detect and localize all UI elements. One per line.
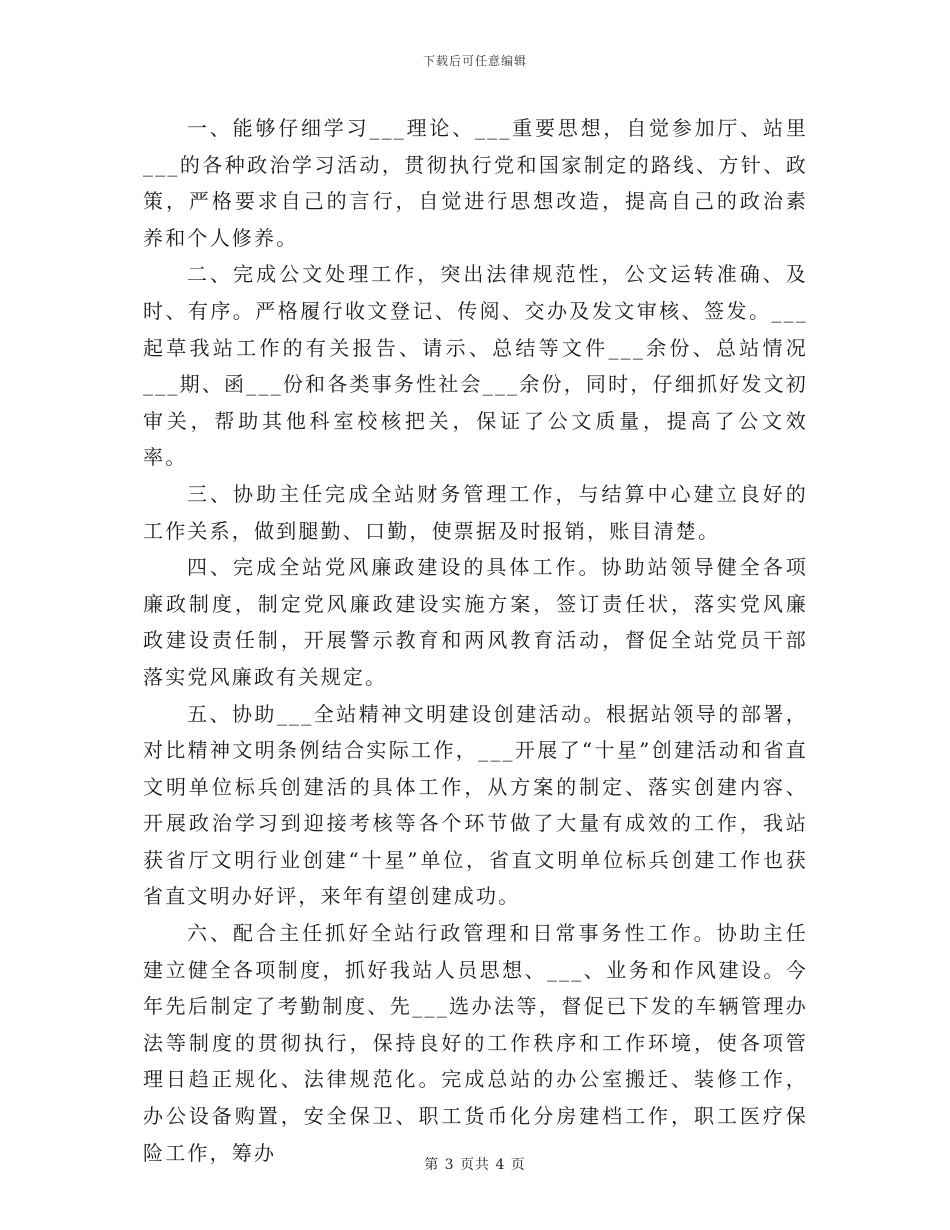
paragraph-1: 一、能够仔细学习___理论、___重要思想，自觉参加厅、站里___的各种政治学习活动，贯彻执行党和国家制定的路线、方针、政策，严格要求自己的言行，自觉进行思想改造，提高自己的政治素养和个人修养。 [143,116,808,250]
document-body [143,110,808,1171]
page-footer: 第 3 页共 4 页 [424,1157,526,1173]
paragraph-3: 三、协助主任完成全站财务管理工作，与结算中心建立良好的工作关系，做到腿勤、口勤，使票据及时报销，账目清楚。 [143,481,808,543]
paragraph-6: 六、配合主任抓好全站行政管理和日常事务性工作。协助主任建立健全各项制度，抓好我站人员思想、___、业务和作风建设。今年先后制定了考勤制度、先___选办法等，督促已下发的车辆管理办法等制度的贯彻执行，保持良好的工作秩序和工作环境，使各项管理日趋正规化、法律规范化。完成总站的办公室搬迁、装修工作，办公设备购置，安全保卫、职工货币化分房建档工作，职工医疗保险工作，筹办 [143,921,808,1165]
page-header: 下载后可任意编辑 [422,54,527,68]
paragraph-4: 四、完成全站党风廉政建设的具体工作。协助站领导健全各项廉政制度，制定党风廉政建设实施方案，签订责任状，落实党风廉政建设责任制，开展警示教育和两风教育活动，督促全站党员干部落实党风廉政有关规定。 [143,555,808,689]
paragraph-2: 二、完成公文处理工作，突出法律规范性，公文运转准确、及时、有序。严格履行收文登记、传阅、交办及发文审核、签发。___起草我站工作的有关报告、请示、总结等文件___余份、总站情况___期、函___份和各类事务性社会___余份，同时，仔细抓好发文初审关，帮助其他科室校核把关，保证了公文质量，提高了公文效率。 [143,262,808,470]
paragraph-5: 五、协助___全站精神文明建设创建活动。根据站领导的部署，对比精神文明条例结合实际工作，___开展了“十星”创建活动和省直文明单位标兵创建活的具体工作，从方案的制定、落实创建内容、开展政治学习到迎接考核等各个环节做了大量有成效的工作，我站获省厅文明行业创建“十星”单位，省直文明单位标兵创建工作也获省直文明办好评，来年有望创建成功。 [143,701,808,909]
